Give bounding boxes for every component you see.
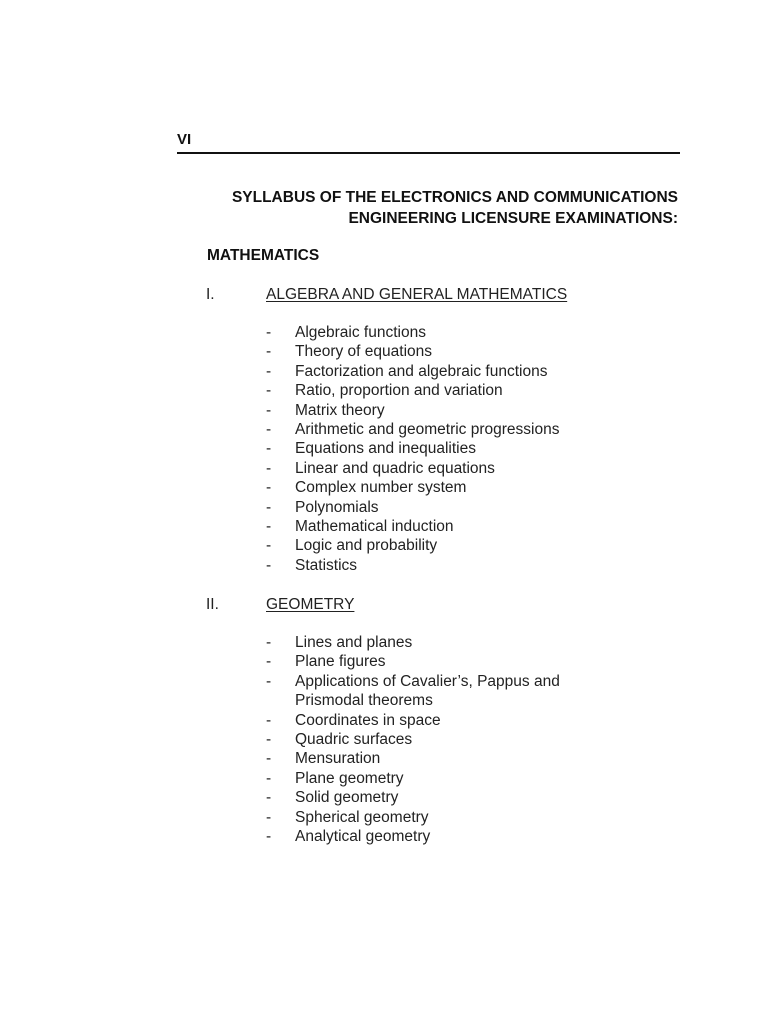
- topic-list: [266, 323, 559, 575]
- topic-item: [266, 498, 559, 517]
- topic-text: Quadric surfaces: [295, 731, 413, 749]
- topic-item: [266, 323, 559, 342]
- page-number: VI: [177, 131, 192, 148]
- topic-item: [266, 362, 559, 381]
- bullet-dash: -: [266, 498, 272, 516]
- topic-text: Matrix theory: [295, 401, 385, 419]
- topic-item: [266, 672, 560, 711]
- bullet-dash: -: [266, 324, 272, 341]
- document-title: [177, 187, 678, 229]
- topic-item: [266, 711, 560, 730]
- subject-heading: MATHEMATICS: [207, 247, 320, 264]
- bullet-dash: -: [266, 731, 272, 749]
- bullet-dash: -: [266, 459, 272, 477]
- bullet-dash: -: [266, 362, 272, 380]
- topic-text: Ratio, proportion and variation: [295, 382, 503, 400]
- topic-text: Prismodal theorems: [295, 692, 433, 710]
- document-title-line-2: ENGINEERING LICENSURE EXAMINATIONS:: [348, 210, 678, 227]
- topic-text: Theory of equations: [295, 343, 433, 361]
- topic-item: [266, 730, 560, 749]
- bullet-dash: -: [266, 440, 272, 458]
- bullet-dash: -: [266, 672, 272, 690]
- topic-item: [266, 536, 559, 555]
- bullet-dash: -: [266, 518, 272, 536]
- topic-text: Plane geometry: [295, 769, 404, 787]
- section-heading: ALGEBRA AND GENERAL MATHEMATICS: [266, 286, 568, 303]
- topic-text: Arithmetic and geometric progressions: [295, 421, 560, 439]
- topic-text: Analytical geometry: [295, 828, 431, 846]
- document-title-line-1: SYLLABUS OF THE ELECTRONICS AND COMMUNICATIONS: [231, 189, 678, 206]
- topic-text: Logic and probability: [295, 537, 438, 555]
- bullet-dash: -: [266, 750, 272, 768]
- bullet-dash: -: [266, 382, 272, 400]
- topic-text: Coordinates in space: [295, 711, 441, 729]
- topic-item: [266, 556, 559, 575]
- topic-item: [266, 401, 559, 420]
- topic-item: [266, 827, 560, 846]
- topic-text: Mathematical induction: [295, 518, 454, 536]
- bullet-dash: -: [266, 634, 272, 651]
- section-heading: GEOMETRY: [266, 596, 355, 613]
- topic-text: Lines and planes: [295, 634, 413, 651]
- topic-text: Polynomials: [295, 498, 379, 516]
- topic-text: Equations and inequalities: [295, 440, 476, 458]
- bullet-dash: -: [266, 537, 272, 555]
- topic-text: Complex number system: [295, 479, 467, 497]
- topic-text: Factorization and algebraic functions: [295, 362, 548, 380]
- bullet-dash: -: [266, 343, 272, 361]
- header-rule: [177, 152, 680, 154]
- topic-item: [266, 478, 559, 497]
- topic-item: [266, 788, 560, 807]
- topic-item: [266, 808, 560, 827]
- topic-text: Statistics: [295, 556, 358, 574]
- topic-item: [266, 420, 559, 439]
- topic-text: Linear and quadric equations: [295, 459, 495, 477]
- topic-text: Applications of Cavalier’s, Pappus and: [295, 672, 560, 690]
- topic-text: Mensuration: [295, 750, 381, 768]
- topic-text: Solid geometry: [295, 789, 399, 807]
- bullet-dash: -: [266, 479, 272, 497]
- bullet-dash: -: [266, 769, 272, 787]
- bullet-dash: -: [266, 421, 272, 439]
- bullet-dash: -: [266, 711, 272, 729]
- topic-item: [266, 749, 560, 768]
- topic-item: [266, 769, 560, 788]
- topic-item: [266, 439, 559, 458]
- topic-item: [266, 459, 559, 478]
- topic-item: [266, 652, 560, 671]
- topic-text: Spherical geometry: [295, 808, 429, 826]
- topic-text: Algebraic functions: [295, 324, 426, 341]
- bullet-dash: -: [266, 828, 272, 846]
- section-numeral: I.: [206, 286, 215, 303]
- bullet-dash: -: [266, 401, 272, 419]
- section-numeral: II.: [206, 596, 219, 613]
- topic-list: [266, 633, 560, 846]
- bullet-dash: -: [266, 556, 272, 574]
- topic-item: [266, 381, 559, 400]
- topic-item: [266, 342, 559, 361]
- bullet-dash: -: [266, 808, 272, 826]
- topic-item: [266, 633, 560, 652]
- topic-text: Plane figures: [295, 653, 386, 671]
- topic-item: [266, 517, 559, 536]
- bullet-dash: -: [266, 789, 272, 807]
- bullet-dash: -: [266, 653, 272, 671]
